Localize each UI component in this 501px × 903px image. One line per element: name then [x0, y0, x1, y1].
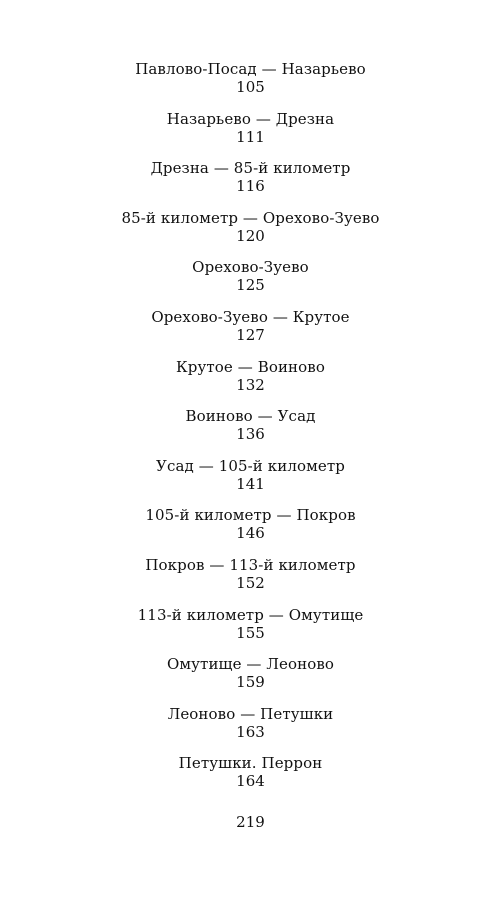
page-number: 219: [236, 813, 265, 831]
toc-entry-title: Назарьево — Дрезна: [166, 109, 335, 128]
toc-entry-title: Павлово-Посад — Назарьево: [135, 60, 366, 78]
toc-entry-title: Дрезна — 85-й километр: [150, 159, 351, 178]
toc-entry-title: Омутище — Леоново: [166, 655, 335, 674]
toc-entry-page: 132: [236, 375, 265, 394]
toc-entry: [0, 655, 501, 705]
toc-entry-title: 85-й километр — Орехово-Зуево: [121, 208, 380, 227]
toc-entry-title: 113-й километр — Омутище: [137, 605, 364, 624]
toc-entry-page: 116: [236, 177, 265, 196]
toc-entry-page: 164: [236, 772, 265, 791]
toc-entry-title: Леоново — Петушки: [167, 704, 334, 723]
toc-entry: [0, 705, 501, 755]
toc-entry: [0, 60, 501, 110]
toc-entry-title: Орехово-Зуево: [192, 258, 309, 277]
toc-entry-page: 152: [236, 573, 265, 592]
toc-entry-page: 127: [236, 325, 265, 344]
toc-entry-page: 125: [236, 276, 265, 295]
toc-entry-title: Усад — 105-й километр: [156, 456, 345, 475]
toc-entry: [0, 159, 501, 209]
toc-entry: [0, 754, 501, 804]
toc-entry: [0, 457, 501, 507]
toc-entry-page: 136: [236, 425, 265, 444]
toc-entry: [0, 110, 501, 160]
toc-entry-title: Покров — 113-й километр: [145, 555, 356, 574]
toc-entry: [0, 209, 501, 259]
toc-entry: [0, 358, 501, 408]
toc-entry-page: 155: [236, 623, 265, 642]
toc-entry: [0, 506, 501, 556]
toc-entry-title: Петушки. Перрон: [178, 754, 323, 773]
toc-entry-page: 146: [236, 524, 265, 543]
toc-entry-title: Орехово-Зуево — Крутое: [151, 307, 350, 326]
toc-entry: [0, 556, 501, 606]
toc-entry-page: 111: [236, 127, 265, 146]
toc-entry-title: 105-й километр — Покров: [145, 506, 356, 525]
table-of-contents: [0, 60, 501, 804]
toc-entry: [0, 308, 501, 358]
toc-entry: [0, 258, 501, 308]
toc-entry: [0, 606, 501, 656]
toc-entry-title: Воиново — Усад: [185, 407, 316, 426]
toc-entry-page: 159: [236, 673, 265, 692]
toc-entry-page: 120: [236, 226, 265, 245]
toc-entry-page: 105: [236, 78, 265, 96]
toc-entry-page: 141: [236, 474, 265, 493]
toc-entry-page: 163: [236, 722, 265, 741]
toc-entry-title: Крутое — Воиново: [176, 357, 325, 376]
toc-entry: [0, 407, 501, 457]
